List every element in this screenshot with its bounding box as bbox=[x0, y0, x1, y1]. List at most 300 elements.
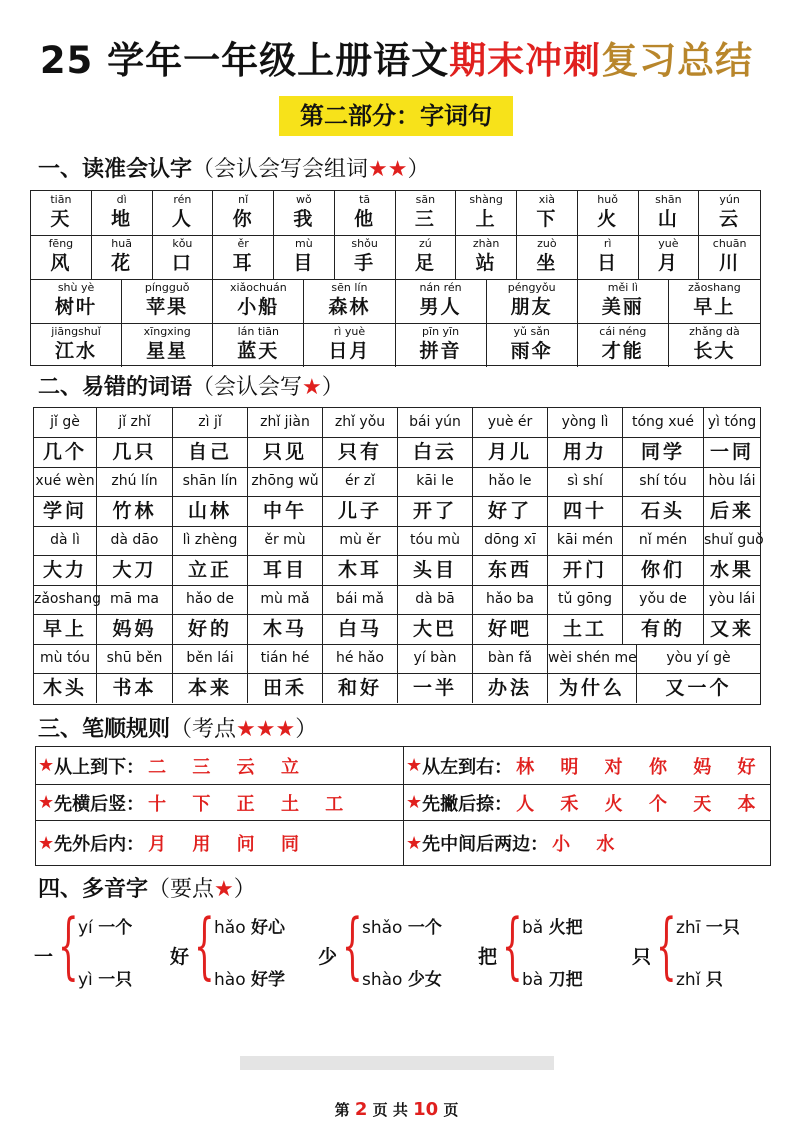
hanzi: 你 bbox=[232, 208, 254, 230]
pinyin-cell: shān lín bbox=[173, 467, 248, 496]
word-cell: 头目 bbox=[398, 555, 473, 585]
char-cell bbox=[456, 191, 517, 235]
word-cell: 本来 bbox=[173, 673, 248, 703]
pinyin: měi lì bbox=[607, 281, 638, 294]
hanzi: 火 bbox=[597, 208, 619, 230]
polyphone-group bbox=[632, 905, 782, 1001]
pinyin: rì bbox=[603, 237, 612, 250]
pinyin: pīn yīn bbox=[422, 325, 460, 338]
pinyin: zhǐ bbox=[676, 970, 701, 990]
section-subtitle: 第二部分：字词句 bbox=[279, 96, 513, 136]
pinyin-cell: ěr mù bbox=[248, 526, 323, 555]
word-cell: 又一个 bbox=[665, 677, 732, 699]
char-cell bbox=[487, 279, 578, 323]
word-cell: 自己 bbox=[173, 437, 248, 467]
pinyin-cell: hé hǎo bbox=[323, 644, 398, 673]
word-cell: 竹林 bbox=[97, 496, 173, 526]
stroke-rule bbox=[36, 785, 404, 821]
section1-label: 一、读准会认字 bbox=[38, 157, 193, 182]
hanzi: 风 bbox=[50, 252, 72, 274]
pinyin-cell: zì jǐ bbox=[173, 408, 248, 437]
star-icon: ★★ bbox=[368, 157, 408, 182]
word-cell: 开了 bbox=[398, 496, 473, 526]
footer-mid: 页 共 bbox=[372, 1101, 408, 1119]
word: 少女 bbox=[407, 970, 442, 990]
hanzi: 男人 bbox=[419, 296, 462, 318]
pinyin: zú bbox=[419, 237, 432, 250]
pinyin-cell: zhǐ yǒu bbox=[323, 408, 398, 437]
page-total: 10 bbox=[413, 1099, 439, 1120]
section2-note: （会认会写 bbox=[192, 375, 303, 400]
pinyin-row bbox=[34, 408, 760, 438]
error-prone-words-table bbox=[33, 407, 764, 705]
rule-chars: 二 三 云 立 bbox=[148, 756, 309, 778]
pinyin-cell: nǐ mén bbox=[623, 526, 704, 555]
char-cell bbox=[517, 235, 578, 279]
word-cell: 耳目 bbox=[248, 555, 323, 585]
pinyin: bǎ bbox=[522, 918, 544, 938]
word-row bbox=[34, 437, 760, 468]
section4-close: ） bbox=[233, 877, 256, 902]
polyphone-bottom bbox=[78, 965, 132, 990]
rule-label: 从左到右： bbox=[422, 756, 513, 778]
word-cell: 大力 bbox=[34, 555, 97, 585]
pinyin-cell: jǐ gè bbox=[34, 408, 97, 437]
char-cell bbox=[639, 191, 700, 235]
pinyin-cell: tián hé bbox=[248, 644, 323, 673]
title-gold: 复习总结 bbox=[601, 39, 754, 82]
word: 刀把 bbox=[548, 970, 583, 990]
char-cell bbox=[304, 279, 395, 323]
pinyin: yí bbox=[78, 918, 93, 938]
pinyin: rén bbox=[173, 193, 192, 206]
stroke-rule bbox=[404, 785, 770, 821]
word-cell: 白马 bbox=[323, 614, 398, 644]
hanzi: 手 bbox=[354, 252, 376, 274]
star-icon: ★ bbox=[38, 832, 55, 854]
page-title bbox=[0, 30, 793, 84]
hanzi: 森林 bbox=[328, 296, 371, 318]
pinyin: xiǎochuán bbox=[229, 281, 287, 294]
pinyin-cell: bái yún bbox=[398, 408, 473, 437]
section2-heading bbox=[38, 370, 344, 401]
pinyin: yuè bbox=[658, 237, 679, 250]
pinyin: shān bbox=[655, 193, 682, 206]
pinyin-row bbox=[34, 526, 764, 556]
char-cell bbox=[31, 191, 92, 235]
polyphone-bottom bbox=[522, 965, 583, 990]
word-cell: 同学 bbox=[623, 437, 704, 467]
char-cell bbox=[699, 235, 760, 279]
pinyin-cell: bái mǎ bbox=[323, 585, 398, 614]
pinyin-cell: lì zhèng bbox=[173, 526, 248, 555]
hanzi: 下 bbox=[536, 208, 558, 230]
hanzi: 耳 bbox=[232, 252, 254, 274]
word-cell: 儿子 bbox=[323, 496, 398, 526]
word-cell: 只见 bbox=[248, 437, 323, 467]
polyphone-top bbox=[676, 913, 740, 938]
section4-label: 四、多音字 bbox=[38, 877, 149, 902]
brace-icon: { bbox=[502, 903, 523, 987]
word-cell: 一半 bbox=[398, 673, 473, 703]
pinyin-cell: ér zǐ bbox=[323, 467, 398, 496]
polyphone-group bbox=[478, 905, 628, 1001]
pinyin-cell: yì tóng bbox=[707, 414, 757, 430]
word-cell: 有的 bbox=[623, 614, 704, 644]
word-cell: 好的 bbox=[173, 614, 248, 644]
section2-label: 二、易错的词语 bbox=[38, 375, 193, 400]
char-cell bbox=[122, 323, 213, 367]
rule-label: 从上到下： bbox=[54, 756, 145, 778]
pinyin: jiāngshuǐ bbox=[51, 325, 101, 338]
hanzi: 地 bbox=[111, 208, 133, 230]
brace-icon: { bbox=[656, 903, 677, 987]
char-cell bbox=[396, 323, 487, 367]
page-footer bbox=[0, 1099, 793, 1120]
hanzi: 日 bbox=[597, 252, 619, 274]
rule-label: 先横后竖： bbox=[54, 793, 145, 815]
polyphone-bottom bbox=[362, 965, 442, 990]
hanzi: 站 bbox=[475, 252, 497, 274]
polyphone-top bbox=[214, 913, 285, 938]
pinyin: ěr bbox=[237, 237, 249, 250]
hanzi: 苹果 bbox=[146, 296, 189, 318]
word-cell: 四十 bbox=[548, 496, 623, 526]
word-cell: 木耳 bbox=[323, 555, 398, 585]
pinyin-cell: běn lái bbox=[173, 644, 248, 673]
word: 火把 bbox=[548, 918, 583, 938]
word-row bbox=[34, 496, 760, 527]
pinyin: tā bbox=[359, 193, 371, 206]
pinyin: xīngxing bbox=[143, 325, 191, 338]
char-cell bbox=[31, 279, 122, 323]
table-row bbox=[31, 323, 760, 367]
char-cell bbox=[213, 279, 304, 323]
pinyin: nán rén bbox=[419, 281, 462, 294]
word: 只 bbox=[705, 970, 723, 990]
title-black: 25 学年一年级上册语文 bbox=[39, 39, 450, 82]
polyphone-char: 只 bbox=[632, 946, 652, 968]
star-icon: ★★★ bbox=[236, 717, 296, 742]
char-cell bbox=[639, 235, 700, 279]
char-cell bbox=[578, 235, 639, 279]
pinyin-cell: dà bā bbox=[398, 585, 473, 614]
pinyin-cell: xué wèn bbox=[34, 467, 97, 496]
pinyin: shàng bbox=[469, 193, 503, 206]
pinyin-cell: zhǐ jiàn bbox=[248, 408, 323, 437]
word-row bbox=[34, 555, 760, 586]
brace-icon: { bbox=[342, 903, 363, 987]
polyphone-bottom bbox=[214, 965, 285, 990]
word-cell: 好了 bbox=[473, 496, 548, 526]
word-cell: 只有 bbox=[323, 437, 398, 467]
hanzi: 美丽 bbox=[601, 296, 644, 318]
pinyin: wǒ bbox=[296, 193, 312, 206]
pinyin: sān bbox=[415, 193, 436, 206]
char-cell bbox=[335, 191, 396, 235]
hanzi: 拼音 bbox=[419, 340, 462, 362]
word-cell: 办法 bbox=[473, 673, 548, 703]
star-icon: ★ bbox=[406, 832, 423, 854]
word-cell: 和好 bbox=[323, 673, 398, 703]
polyphone-bottom bbox=[676, 965, 723, 990]
page-number: 2 bbox=[354, 1099, 368, 1120]
blurred-watermark bbox=[240, 1056, 554, 1070]
word-cell: 木头 bbox=[34, 673, 97, 703]
word-cell: 水果 bbox=[709, 559, 754, 581]
rule-label: 先外后内： bbox=[54, 834, 145, 855]
section1-note: （会认会写会组词 bbox=[192, 157, 369, 182]
star-icon: ★ bbox=[406, 792, 423, 813]
hanzi: 日月 bbox=[328, 340, 371, 362]
pinyin: huǒ bbox=[597, 193, 618, 206]
pinyin: yún bbox=[719, 193, 740, 206]
pinyin: chuān bbox=[712, 237, 747, 250]
star-icon: ★ bbox=[38, 792, 55, 813]
pinyin-cell: tóng xué bbox=[623, 408, 704, 437]
pinyin: zuò bbox=[537, 237, 557, 250]
pinyin-cell: dà dāo bbox=[97, 526, 173, 555]
word: 一只 bbox=[705, 918, 740, 938]
pinyin-cell: zhú lín bbox=[97, 467, 173, 496]
pinyin: shǒu bbox=[351, 237, 378, 250]
word-cell: 白云 bbox=[398, 437, 473, 467]
pinyin-cell: yòu lái bbox=[708, 591, 756, 607]
rule-chars: 小 水 bbox=[552, 834, 625, 855]
char-cell bbox=[213, 235, 274, 279]
polyphone-top bbox=[78, 913, 132, 938]
pinyin-row bbox=[34, 644, 760, 674]
word-cell: 为什么 bbox=[548, 673, 637, 703]
section3-close: ） bbox=[295, 717, 318, 742]
pinyin: rì yuè bbox=[333, 325, 366, 338]
pinyin-cell: hǎo le bbox=[473, 467, 548, 496]
pinyin: péngyǒu bbox=[507, 281, 556, 294]
star-icon: ★ bbox=[214, 877, 234, 902]
stroke-order-table bbox=[35, 746, 771, 866]
pinyin: dì bbox=[116, 193, 127, 206]
word-cell: 用力 bbox=[548, 437, 623, 467]
word: 一个 bbox=[407, 918, 442, 938]
pinyin-cell: yòng lì bbox=[548, 408, 623, 437]
rule-label: 先中间后两边： bbox=[422, 834, 549, 855]
hanzi: 江水 bbox=[55, 340, 98, 362]
pinyin-cell: hǎo de bbox=[173, 585, 248, 614]
word-cell: 早上 bbox=[34, 614, 97, 644]
pinyin-cell: wèi shén me bbox=[548, 644, 637, 673]
section4-note: （要点 bbox=[148, 877, 215, 902]
star-icon: ★ bbox=[406, 755, 423, 776]
pinyin: huā bbox=[111, 237, 132, 250]
pinyin-cell: mù tóu bbox=[34, 644, 97, 673]
polyphone-group bbox=[318, 905, 468, 1001]
star-icon: ★ bbox=[38, 755, 55, 776]
polyphone-char: 一 bbox=[34, 946, 54, 968]
hanzi: 他 bbox=[354, 208, 376, 230]
pinyin-cell: sì shí bbox=[548, 467, 623, 496]
word-cell: 好吧 bbox=[473, 614, 548, 644]
hanzi: 小船 bbox=[237, 296, 280, 318]
hanzi: 早上 bbox=[693, 296, 736, 318]
word-cell: 木马 bbox=[248, 614, 323, 644]
hanzi: 树叶 bbox=[55, 296, 98, 318]
star-icon: ★ bbox=[302, 375, 322, 400]
rule-chars: 人 禾 火 个 天 本 bbox=[516, 793, 766, 815]
section4-heading bbox=[38, 872, 256, 903]
word-cell: 又来 bbox=[709, 618, 754, 640]
pinyin: lán tiān bbox=[237, 325, 279, 338]
stroke-rule bbox=[36, 747, 404, 785]
char-cell bbox=[487, 323, 578, 367]
pinyin: shù yè bbox=[57, 281, 95, 294]
pinyin: shǎo bbox=[362, 918, 403, 938]
pinyin: xià bbox=[538, 193, 556, 206]
table-row bbox=[31, 191, 760, 236]
pinyin-cell: yòu yí gè bbox=[666, 650, 731, 666]
word-cell: 几只 bbox=[97, 437, 173, 467]
pinyin-cell: tóu mù bbox=[398, 526, 473, 555]
word-cell: 大刀 bbox=[97, 555, 173, 585]
word-row bbox=[34, 614, 760, 645]
char-cell bbox=[456, 235, 517, 279]
hanzi: 山 bbox=[657, 208, 679, 230]
char-cell bbox=[517, 191, 578, 235]
pinyin-cell: shuǐ guǒ bbox=[704, 532, 764, 548]
word-cell: 石头 bbox=[623, 496, 704, 526]
pinyin: shào bbox=[362, 970, 403, 990]
pinyin: bà bbox=[522, 970, 544, 990]
section3-heading bbox=[38, 712, 317, 743]
polyphone-group bbox=[34, 905, 184, 1001]
pinyin: nǐ bbox=[238, 193, 249, 206]
pinyin-cell: zǎoshang bbox=[34, 585, 97, 614]
pinyin-cell: kāi mén bbox=[548, 526, 623, 555]
rule-chars: 林 明 对 你 妈 好 bbox=[516, 756, 766, 778]
char-cell bbox=[122, 279, 213, 323]
rule-chars: 十 下 正 土 工 bbox=[148, 793, 354, 815]
pinyin-cell: mù mǎ bbox=[248, 585, 323, 614]
char-cell bbox=[699, 191, 760, 235]
hanzi: 目 bbox=[293, 252, 315, 274]
polyphone-top bbox=[522, 913, 583, 938]
hanzi: 花 bbox=[111, 252, 133, 274]
word-cell: 后来 bbox=[709, 500, 754, 522]
hanzi: 朋友 bbox=[510, 296, 553, 318]
char-cell bbox=[578, 279, 669, 323]
pinyin-cell: jǐ zhǐ bbox=[97, 408, 173, 437]
pinyin: zhī bbox=[676, 918, 701, 938]
pinyin: píngguǒ bbox=[144, 281, 190, 294]
word-cell: 立正 bbox=[173, 555, 248, 585]
brace-icon: { bbox=[58, 903, 79, 987]
hanzi: 长大 bbox=[693, 340, 736, 362]
hanzi: 人 bbox=[171, 208, 193, 230]
char-cell bbox=[335, 235, 396, 279]
char-cell bbox=[396, 235, 457, 279]
hanzi: 星星 bbox=[146, 340, 189, 362]
char-cell bbox=[153, 235, 214, 279]
word-cell: 学问 bbox=[34, 496, 97, 526]
char-cell bbox=[304, 323, 395, 367]
pinyin-cell: hòu lái bbox=[708, 473, 756, 489]
hanzi: 三 bbox=[414, 208, 436, 230]
pinyin-cell: shū běn bbox=[97, 644, 173, 673]
hanzi: 云 bbox=[719, 208, 741, 230]
hanzi: 口 bbox=[171, 252, 193, 274]
char-cell bbox=[153, 191, 214, 235]
word: 好心 bbox=[251, 918, 285, 938]
stroke-rule bbox=[36, 821, 404, 865]
polyphone-char: 好 bbox=[170, 946, 190, 968]
word-cell: 开门 bbox=[548, 555, 623, 585]
section3-note: （考点 bbox=[170, 717, 237, 742]
pinyin-row bbox=[34, 585, 760, 615]
word-cell: 书本 bbox=[97, 673, 173, 703]
hanzi: 才能 bbox=[601, 340, 644, 362]
hanzi: 足 bbox=[414, 252, 436, 274]
pinyin: sēn lín bbox=[331, 281, 368, 294]
stroke-rule bbox=[404, 821, 770, 865]
table-row bbox=[31, 235, 760, 280]
char-cell bbox=[396, 279, 487, 323]
pinyin-cell: dà lì bbox=[34, 526, 97, 555]
char-cell bbox=[578, 191, 639, 235]
section3-label: 三、笔顺规则 bbox=[38, 717, 171, 742]
pinyin-cell: dōng xī bbox=[473, 526, 548, 555]
word-cell: 妈妈 bbox=[97, 614, 173, 644]
pinyin: zǎoshang bbox=[688, 281, 741, 294]
polyphone-top bbox=[362, 913, 442, 938]
rule-label: 先撇后捺： bbox=[422, 793, 513, 815]
pinyin: mù bbox=[295, 237, 313, 250]
hanzi: 坐 bbox=[536, 252, 558, 274]
hanzi: 我 bbox=[293, 208, 315, 230]
pinyin: fēng bbox=[48, 237, 74, 250]
word-cell: 几个 bbox=[34, 437, 97, 467]
char-cell bbox=[31, 323, 122, 367]
pinyin-cell: yí bàn bbox=[398, 644, 473, 673]
word: 一只 bbox=[98, 970, 133, 990]
pinyin-cell: yuè ér bbox=[473, 408, 548, 437]
hanzi: 上 bbox=[475, 208, 497, 230]
word-cell: 土工 bbox=[548, 614, 623, 644]
pinyin: cái néng bbox=[599, 325, 647, 338]
polyphone-group bbox=[170, 905, 320, 1001]
char-cell bbox=[92, 191, 153, 235]
word-cell: 一同 bbox=[709, 441, 754, 463]
pinyin-cell: tǔ gōng bbox=[548, 585, 623, 614]
word-cell: 月儿 bbox=[473, 437, 548, 467]
pinyin: hào bbox=[214, 970, 246, 990]
pinyin: yǔ sǎn bbox=[513, 325, 550, 338]
char-cell bbox=[92, 235, 153, 279]
pinyin: zhǎng dà bbox=[689, 325, 740, 338]
word-row bbox=[34, 673, 760, 703]
hanzi: 天 bbox=[50, 208, 72, 230]
pinyin-cell: hǎo ba bbox=[473, 585, 548, 614]
pinyin-row bbox=[34, 467, 760, 497]
literacy-table bbox=[30, 190, 761, 366]
hanzi: 月 bbox=[657, 252, 679, 274]
pinyin-cell: kāi le bbox=[398, 467, 473, 496]
pinyin: tiān bbox=[50, 193, 72, 206]
char-cell bbox=[213, 323, 304, 367]
pinyin-cell: mā ma bbox=[97, 585, 173, 614]
char-cell bbox=[274, 235, 335, 279]
hanzi: 川 bbox=[719, 252, 741, 274]
char-cell bbox=[669, 323, 760, 367]
pinyin-cell: yǒu de bbox=[623, 585, 704, 614]
